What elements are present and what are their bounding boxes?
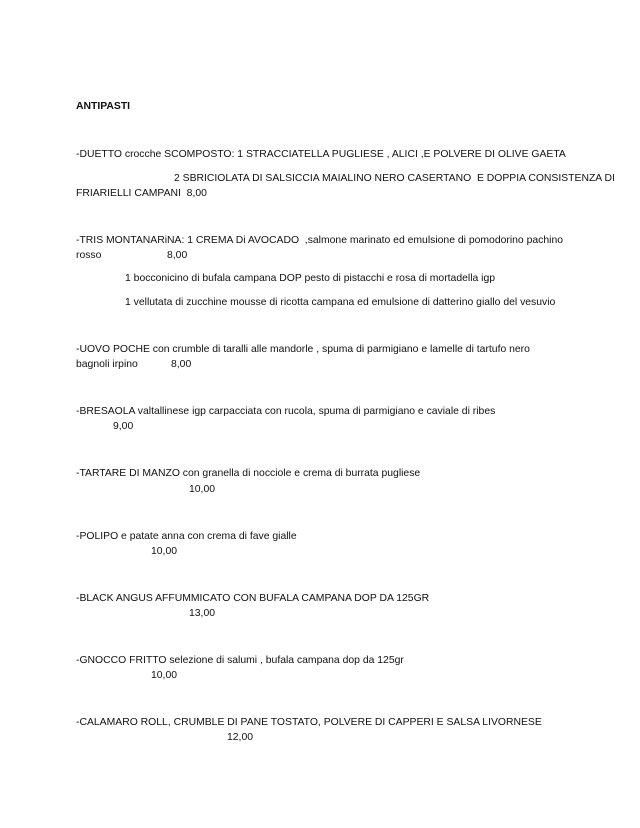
item-description: -TARTARE DI MANZO con granella di nocciole e crema di burrata pugliese: [76, 468, 421, 479]
item-description: -DUETTO crocche SCOMPOSTO: 1 STRACCIATELLA PUGLIESE , ALICI ,E POLVERE DI OLIVE GAETA: [76, 149, 566, 160]
item-description: -TRIS MONTANARiNA: 1 CREMA Di AVOCADO ,salmone marinato ed emulsione di pomodorino pachino: [76, 235, 563, 246]
item-description: -POLIPO e patate anna con crema di fave gialle: [76, 531, 297, 542]
item-price: 8,00: [167, 250, 188, 261]
item-description: -UOVO POCHE con crumble di taralli alle mandorle , spuma di parmigiano e lamelle di tartufo nero: [76, 344, 530, 355]
item-description: 2 SBRICIOLATA DI SALSICCIA MAIALINO NERO CASERTANO E DOPPIA CONSISTENZA DI: [174, 173, 615, 184]
item-description: -GNOCCO FRITTO selezione di salumi , bufala campana dop da 125gr: [76, 655, 404, 666]
item-description-price: FRIARIELLI CAMPANI 8,00: [76, 188, 207, 199]
item-price: 10,00: [151, 670, 178, 681]
item-description: 1 vellutata di zucchine mousse di ricotta campana ed emulsione di datterino giallo del vesuvio: [125, 297, 556, 308]
item-description: 1 bocconicino di bufala campana DOP pesto di pistacchi e rosa di mortadella igp: [125, 273, 496, 284]
section-title: ANTIPASTI: [76, 101, 131, 112]
item-description: -BRESAOLA valtallinese igp carpacciata con rucola, spuma di parmigiano e caviale di ribes: [76, 406, 496, 417]
item-description: bagnoli irpino: [76, 359, 138, 370]
item-description: -CALAMARO ROLL, CRUMBLE DI PANE TOSTATO, POLVERE DI CAPPERI E SALSA LIVORNESE: [76, 717, 542, 728]
item-description: -BLACK ANGUS AFFUMMICATO CON BUFALA CAMPANA DOP DA 125GR: [76, 593, 430, 604]
item-price: 8,00: [171, 359, 192, 370]
item-price: 10,00: [189, 484, 216, 495]
item-price: 9,00: [113, 421, 134, 432]
item-price: 10,00: [151, 546, 178, 557]
item-price: 12,00: [227, 732, 254, 743]
item-description: rosso: [76, 250, 102, 261]
item-price: 13,00: [189, 608, 216, 619]
